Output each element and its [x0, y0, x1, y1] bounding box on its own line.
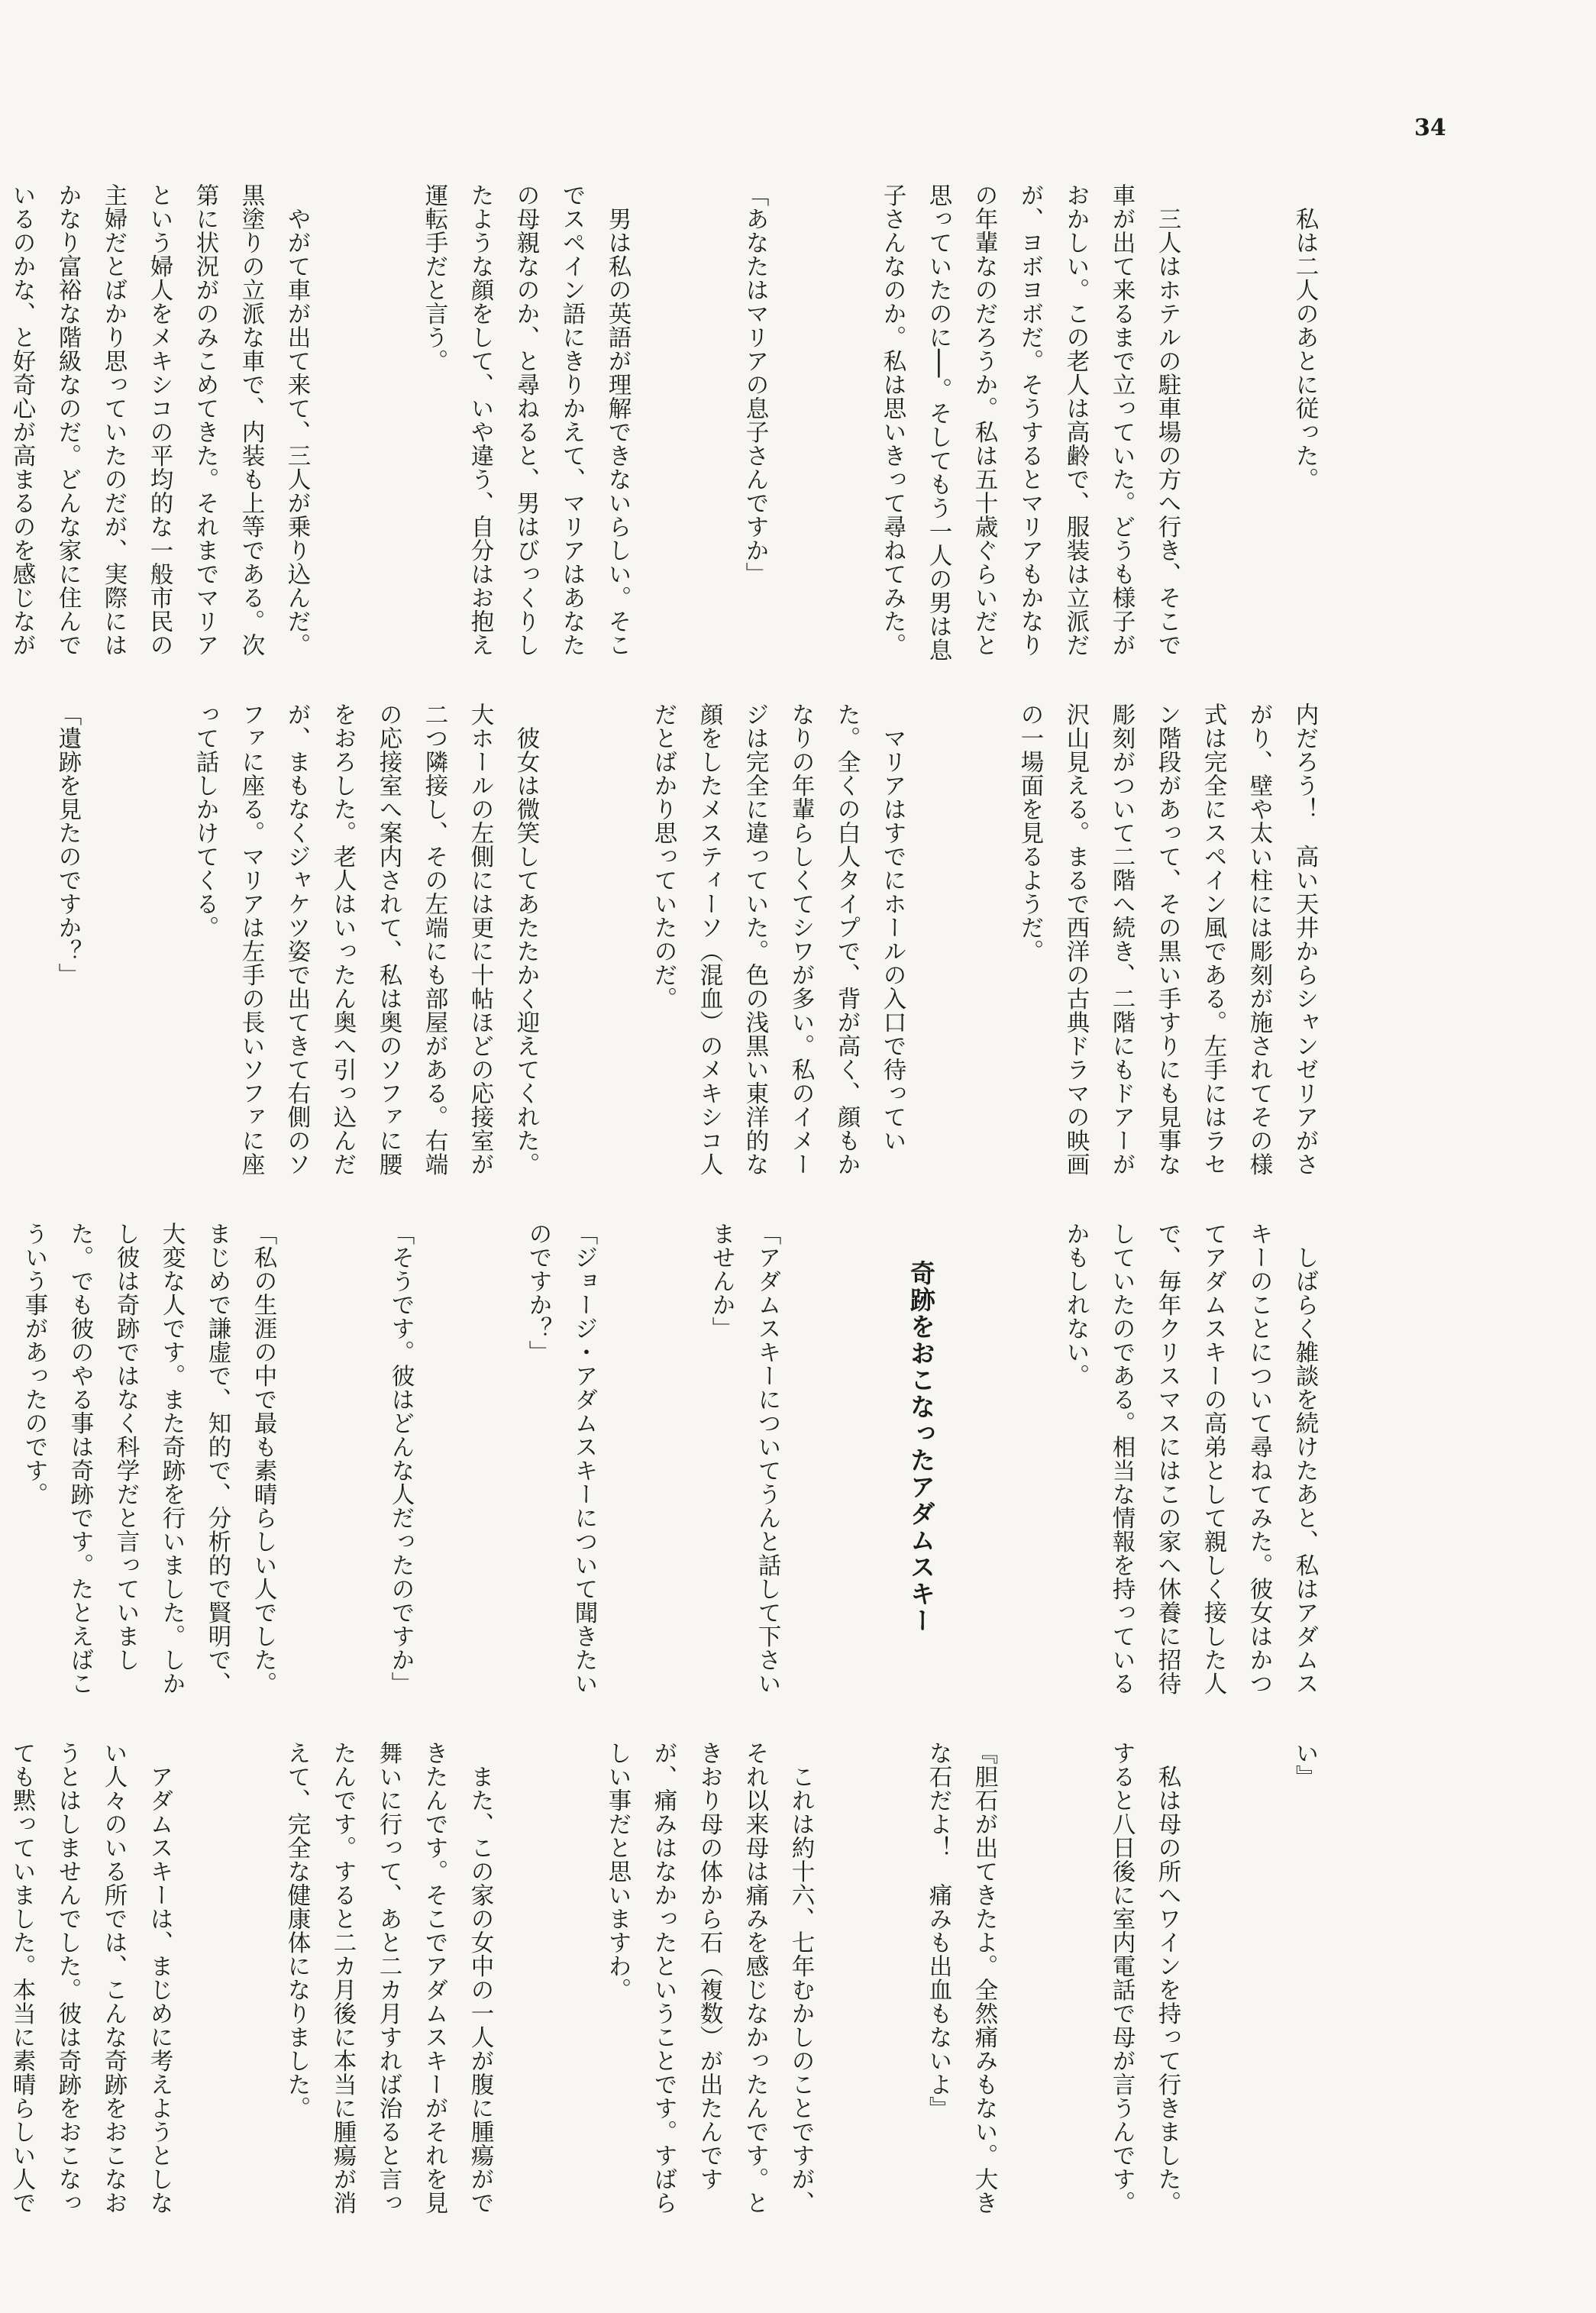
paragraph: アダムスキーは、まじめに考えようとしない人々のいる所では、こんな奇跡をおこなおうとはしませんでした。彼は奇跡をおこなっても黙っていました。本当に素晴らしい人で: [8, 1741, 173, 2214]
paragraph: 『胆石が出てきたよ。全然痛みもない。大きな石だよ！ 痛みも出血もないよ』: [925, 1741, 997, 2214]
paragraph: 「ジョージ・アダムスキーについて聞きたいのですか？」: [525, 1222, 597, 1695]
paragraph: 内だろう！ 高い天井からシャンゼリアがさがり、壁や太い柱には彫刻が施されてその様式は完全にスペイン風である。左手にはラセン階段があって、その黒い手すりにも見事な彫刻がついて二階へ続き、二階にもドアーが沢山見える。まるで西洋の古典ドラマの映画の一場面を見るようだ。: [1016, 703, 1318, 1176]
paragraph: 「遺跡を見たのですか？」: [54, 703, 81, 987]
paragraph: 私は二人のあとに従った。: [1291, 183, 1318, 491]
text-tier-2: [54, 703, 1419, 1184]
paragraph: い』: [1291, 1741, 1318, 1788]
text-tier-3: [21, 1222, 1419, 1703]
paragraph: 「あなたはマリアの息子さんですか」: [741, 183, 768, 586]
page-number: 34: [1414, 115, 1446, 141]
paragraph: 私は母の所へワインを持って行きました。すると八日後に室内電話で母が言うんです。: [1108, 1741, 1181, 2214]
paragraph: やがて車が出て来て、三人が乗り込んだ。黒塗りの立派な車で、内装も上等である。次第に状況がのみこめてきた。それまでマリアという婦人をメキシコの平均的な一般市民の主婦だとばかり思っていたのだが、実際にはかなり富裕な階級なのだ。どんな家に住んでいるのかな、と好奇心が高まるのを感じなが: [8, 183, 310, 657]
paragraph: しばらく雑談を続けたあと、私はアダムスキーのことについて尋ねてみた。彼女はかつてアダムスキーの高弟として親しく接した人で、毎年クリスマスにはこの家へ休養に招待していたのである。相当な情報を持っているかもしれない。: [1062, 1222, 1318, 1695]
paragraph: これは約十六、七年むかしのことですが、それ以来母は痛みを感じなかったんです。ときおり母の体から石（複数）が出たんですが、痛みはなかったということです。すばらしい事だと思いますわ。: [604, 1741, 814, 2214]
section-heading: 奇跡をおこなったアダムスキー: [906, 1260, 936, 1634]
paragraph: また、この家の女中の一人が腹に腫瘍ができたんです。そこでアダムスキーがそれを見舞いに行って、あと二カ月すれば治ると言ったんです。すると二カ月後に本当に腫瘍が消えて、完全な健康体になりました。: [283, 1741, 493, 2214]
paragraph: 「私の生涯の中で最も素晴らしい人でした。まじめで謙虚で、知的で、分析的で賢明で、大変な人です。また奇跡を行いました。しかし彼は奇跡ではなく科学だと言っていました。でも彼のやる事は奇跡です。たとえばこういう事があったのです。: [21, 1222, 276, 1695]
paragraph: 彼女は微笑してあたたかく迎えてくれた。大ホールの左側には更に十帖ほどの応接室が二つ隣接し、その左端にも部屋がある。右端の応接室へ案内されて、私は奥のソファに腰をおろした。老人はいったん奥へ引っ込んだが、まもなくジャケツ姿で出てきて右側のソファに座る。マリアは左手の長いソファに座って話しかけてくる。: [192, 703, 539, 1176]
text-tier-1: [8, 183, 1419, 664]
paragraph: 「アダムスキーについてうんと話して下さいませんか」: [708, 1222, 780, 1695]
paragraph: マリアはすでにホールの入口で待っていた。全くの白人タイプで、背が高く、顔もかなりの年輩らしくてシワが多い。私のイメージは完全に違っていた。色の浅黒い東洋的な顔をしたメスティーソ（混血）のメキシコ人だとばかり思っていたのだ。: [650, 703, 906, 1176]
paragraph: 三人はホテルの駐車場の方へ行き、そこで車が出て来るまで立っていた。どうも様子がおかしい。この老人は高齢で、服装は立派だが、ヨボヨボだ。そうするとマリアもかなりの年輩なのだろうか。私は五十歳ぐらいだと思っていたのに──。そしてもう一人の男は息子さんなのか。私は思いきって尋ねてみた。: [879, 183, 1181, 662]
text-tier-4: [8, 1741, 1419, 2222]
paragraph: 「そうです。彼はどんな人だったのですか」: [387, 1222, 414, 1695]
paragraph: 男は私の英語が理解できないらしい。そこでスペイン語にきりかえて、マリアはあなたの母親なのか、と尋ねると、男はびっくりしたような顔をして、いや違う、自分はお抱え運転手だと言う。: [421, 183, 631, 657]
